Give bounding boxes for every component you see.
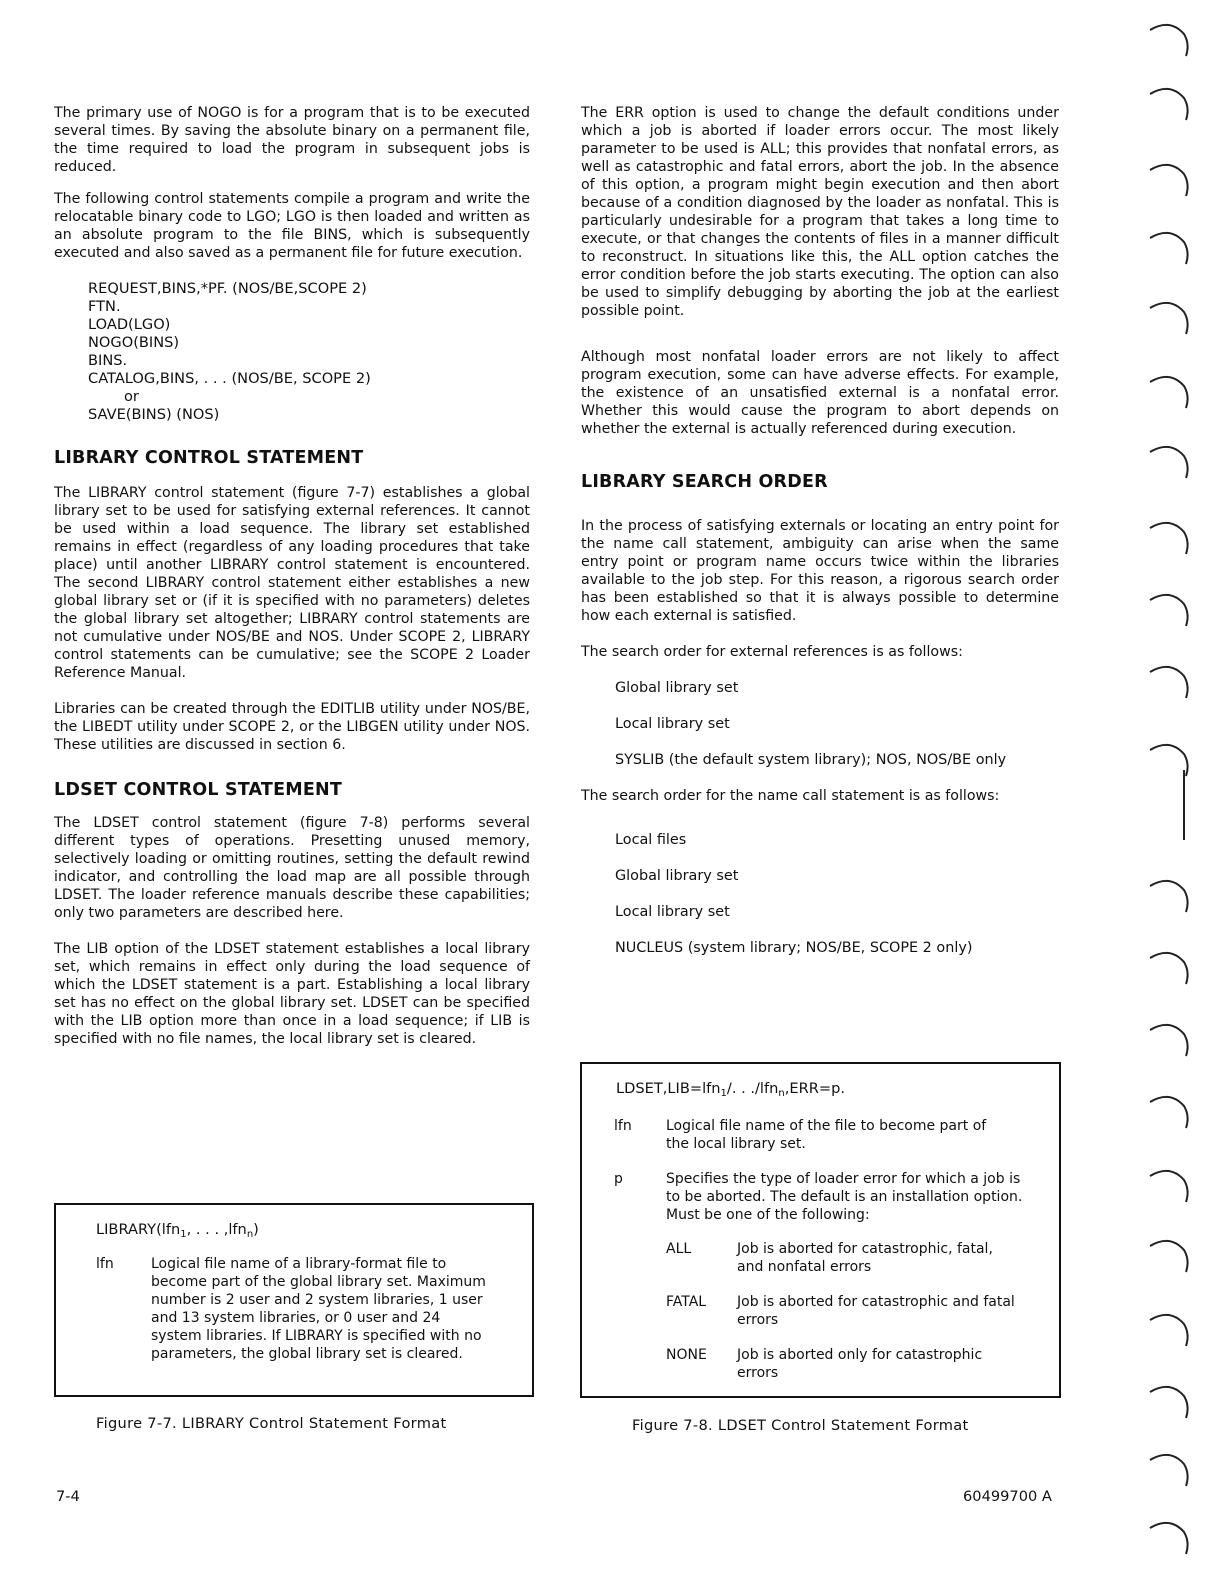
binding-hole-mark: [1150, 1241, 1188, 1272]
code-example: [88, 280, 530, 424]
param-name: lfn: [96, 1256, 114, 1272]
code-line: CATALOG,BINS, . . . (NOS/BE, SCOPE 2): [88, 370, 371, 387]
code-line: BINS.: [88, 352, 128, 369]
list-item: SYSLIB (the default system library); NOS, NOS/BE only: [615, 752, 1007, 768]
param-row: [96, 1255, 496, 1363]
binding-hole-mark: [1150, 25, 1188, 56]
option-desc: Job is aborted only for catastrophic errors: [737, 1347, 983, 1381]
ldset-format: LDSET,LIB=lfn$_1$/. . ./lfn$_n$,ERR=p.: [616, 1080, 846, 1099]
code-line: FTN.: [88, 298, 121, 315]
binding-hole-mark: [1150, 595, 1188, 626]
ldset-paragraph: The LDSET control statement (figure 7-8) performs several different types of operations. Presetting unused memory, selectively loading or omitting routines, setting the default rewind indicator, and controlling the load map are all possible through LDSET. The loader reference manuals describe these capabilities; only two parameters are described here.: [54, 815, 530, 921]
binding-hole-mark: [1150, 881, 1188, 912]
param-desc: Specifies the type of loader error for which a job is to be aborted. The default is an installation option. Must be one of the following:: [666, 1171, 1023, 1223]
binding-hole-mark: [1150, 1025, 1188, 1056]
figure-7-7-box: [54, 1203, 534, 1397]
list-item: Global library set: [615, 868, 739, 884]
option-row: [666, 1240, 1026, 1276]
binding-hole-mark: [1150, 1171, 1188, 1202]
binding-hole-mark: [1150, 1315, 1188, 1346]
param-desc: Logical file name of the file to become part of the local library set.: [666, 1118, 987, 1152]
code-line: NOGO(BINS): [88, 334, 180, 351]
binding-hole-mark: [1150, 89, 1188, 120]
list-item: Global library set: [615, 680, 739, 696]
binding-hole-mark: [1150, 1455, 1188, 1486]
param-name: lfn: [614, 1118, 632, 1134]
binding-hole-mark: [1150, 953, 1188, 984]
lib-option-paragraph: The LIB option of the LDSET statement establishes a local library set, which remains in effect only during the load sequence of which the LDSET statement is a part. Establishing a local library set has no effect on the global library set. LDSET can be specified with the LIB option more than once in a load sequence; if LIB is specified with no file names, the local library set is cleared.: [54, 941, 530, 1047]
library-heading: LIBRARY CONTROL STATEMENT: [54, 448, 364, 468]
option-name: NONE: [666, 1347, 707, 1363]
binding-hole-mark: [1150, 1523, 1188, 1554]
param-row: [614, 1117, 1034, 1153]
option-row: [666, 1346, 1026, 1382]
binding-hole-mark: [1150, 303, 1188, 334]
binding-hole-mark: [1150, 165, 1188, 196]
param-desc: Logical file name of a library-format file to become part of the global library set. Maximum number is 2 user and 2 system libraries, 1 user and 13 system libraries, or 0 user and 24 system libraries. If LIBRARY is specified with no parameters, the global library set is cleared.: [151, 1256, 486, 1362]
library-format: LIBRARY(lfn$_1$, . . . ,lfn$_n$): [96, 1221, 259, 1240]
option-desc: Job is aborted for catastrophic and fatal errors: [737, 1294, 1015, 1328]
figure-7-7-caption: Figure 7-7. LIBRARY Control Statement Format: [96, 1415, 447, 1432]
option-row: [666, 1293, 1026, 1329]
nogo-paragraph: The primary use of NOGO is for a program that is to be executed several times. By saving the absolute binary on a permanent file, the time required to load the program in subsequent jobs is reduced.: [54, 105, 530, 175]
library-paragraph: The LIBRARY control statement (figure 7-7) establishes a global library set to be used for satisfying external references. It cannot be used within a load sequence. The library set established remains in effect (regardless of any loading procedures that take place) until another LIBRARY control statement is encountered. The second LIBRARY control statement either establishes a new global library set or (if it is specified with no parameters) deletes the global library set altogether; LIBRARY control statements are not cumulative under NOS/BE and NOS. Under SCOPE 2, LIBRARY control statements can be cumulative; see the SCOPE 2 Loader Reference Manual.: [54, 485, 530, 681]
binding-hole-marks: [1140, 0, 1220, 1584]
name-call-search-list: [615, 831, 1059, 975]
page-number: 7-4: [56, 1488, 80, 1505]
code-line: LOAD(LGO): [88, 316, 171, 333]
param-row: [614, 1170, 1034, 1224]
binding-hole-mark: [1150, 667, 1188, 698]
name-call-search-intro: The search order for the name call statement is as follows:: [581, 788, 1000, 804]
control-statements-paragraph: The following control statements compile a program and write the relocatable binary code to LGO; LGO is then loaded and written as an absolute program to the file BINS, which is subsequently executed and also saved as a permanent file for future execution.: [54, 191, 530, 261]
err-option-paragraph: The ERR option is used to change the default conditions under which a job is aborted if loader errors occur. The most likely parameter to be used is ALL; this provides that nonfatal errors, as well as catastrophic and fatal errors, abort the job. In the absence of this option, a program might begin execution and then abort because of a condition diagnosed by the loader as nonfatal. This is particularly undesirable for a program that takes a long time to execute, or that changes the contents of files in a manner difficult to reconstruct. In situations like this, the ALL option catches the error condition before the job starts executing. The option can also be used to simplify debugging by aborting the job at the earliest possible point.: [581, 105, 1059, 319]
option-desc: Job is aborted for catastrophic, fatal, and nonfatal errors: [737, 1241, 993, 1275]
document-number: 60499700 A: [963, 1488, 1052, 1505]
binding-hole-mark: [1150, 377, 1188, 408]
external-search-list: [615, 679, 1059, 787]
option-name: ALL: [666, 1241, 692, 1257]
param-name: p: [614, 1171, 623, 1187]
right-column: [581, 104, 1059, 975]
list-item: NUCLEUS (system library; NOS/BE, SCOPE 2 only): [615, 940, 973, 956]
binding-hole-mark: [1150, 1097, 1188, 1128]
code-line: SAVE(BINS) (NOS): [88, 406, 220, 423]
list-item: Local library set: [615, 904, 730, 920]
ldset-heading: LDSET CONTROL STATEMENT: [54, 780, 342, 800]
search-order-paragraph: In the process of satisfying externals or locating an entry point for the name call statement, ambiguity can arise when the same entry point or program name occurs twice within the libraries available to the job step. For this reason, a rigorous search order has been established so that it is always possible to determine how each external is satisfied.: [581, 518, 1059, 624]
option-name: FATAL: [666, 1294, 707, 1310]
search-order-heading: LIBRARY SEARCH ORDER: [581, 472, 828, 492]
binding-hole-mark: [1150, 1387, 1188, 1418]
code-line: or: [124, 388, 139, 405]
binding-hole-mark: [1150, 745, 1188, 776]
list-item: Local library set: [615, 716, 730, 732]
code-line: REQUEST,BINS,*PF. (NOS/BE,SCOPE 2): [88, 280, 367, 297]
libraries-paragraph: Libraries can be created through the EDITLIB utility under NOS/BE, the LIBEDT utility under SCOPE 2, or the LIBGEN utility under NOS. These utilities are discussed in section 6.: [54, 701, 530, 753]
binding-hole-mark: [1150, 523, 1188, 554]
binding-hole-mark: [1150, 233, 1188, 264]
left-column: [54, 104, 530, 1048]
binding-hole-mark: [1150, 447, 1188, 478]
external-search-intro: The search order for external references is as follows:: [581, 644, 963, 660]
nonfatal-paragraph: Although most nonfatal loader errors are not likely to affect program execution, some can have adverse effects. For example, the existence of an unsatisfied external is a nonfatal error. Whether this would cause the program to abort depends on whether the external is actually referenced during execution.: [581, 349, 1059, 437]
figure-7-8-box: [580, 1062, 1061, 1398]
figure-7-8-caption: Figure 7-8. LDSET Control Statement Format: [632, 1417, 969, 1434]
list-item: Local files: [615, 832, 687, 848]
